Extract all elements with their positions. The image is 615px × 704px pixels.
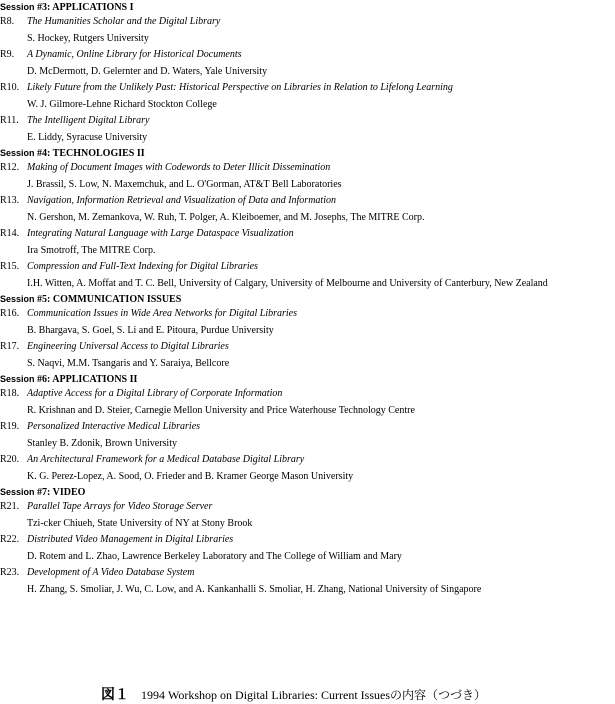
paper-authors: K. G. Perez-Lopez, A. Sood, O. Frieder and B. Kramer George Mason University bbox=[27, 471, 354, 482]
paper-authors: I.H. Witten, A. Moffat and T. C. Bell, University of Calgary, University of Melbourne and University of Canterbury, New Zealand bbox=[27, 278, 548, 289]
paper-entry bbox=[0, 113, 615, 146]
paper-entry bbox=[0, 419, 615, 452]
paper-number: R9. bbox=[0, 49, 15, 60]
session-prefix: Session bbox=[0, 294, 38, 304]
paper-entry bbox=[0, 160, 615, 193]
paper-number: R18. bbox=[0, 388, 20, 399]
paper-title: Personalized Interactive Medical Libraries bbox=[27, 421, 201, 432]
session-label: #4: TECHNOLOGIES II bbox=[37, 148, 145, 159]
paper-authors: S. Hockey, Rutgers University bbox=[27, 33, 149, 44]
session-section bbox=[0, 292, 615, 372]
paper-authors: J. Brassil, S. Low, N. Maxemchuk, and L. O'Gorman, AT&T Bell Laboratories bbox=[27, 179, 342, 190]
paper-title: Development of A Video Database System bbox=[27, 567, 195, 578]
paper-number: R14. bbox=[0, 228, 20, 239]
paper-number: R23. bbox=[0, 567, 20, 578]
paper-title: Integrating Natural Language with Large Dataspace Visualization bbox=[27, 228, 294, 239]
session-prefix: Session bbox=[0, 148, 38, 158]
paper-entry bbox=[0, 565, 615, 598]
paper-entry bbox=[0, 80, 615, 113]
paper-number: R8. bbox=[0, 16, 15, 27]
session-heading bbox=[0, 292, 615, 306]
paper-entry bbox=[0, 386, 615, 419]
paper-number: R13. bbox=[0, 195, 20, 206]
session-prefix: Session bbox=[0, 487, 38, 497]
paper-number: R22. bbox=[0, 534, 20, 545]
paper-authors: W. J. Gilmore-Lehne Richard Stockton College bbox=[27, 99, 217, 110]
paper-title: Making of Document Images with Codewords to Deter Illicit Dissemination bbox=[27, 162, 331, 173]
paper-entry bbox=[0, 306, 615, 339]
paper-authors: Stanley B. Zdonik, Brown University bbox=[27, 438, 177, 449]
paper-entry bbox=[0, 193, 615, 226]
session-section bbox=[0, 372, 615, 485]
paper-title: Communication Issues in Wide Area Networks for Digital Libraries bbox=[27, 308, 298, 319]
paper-entry bbox=[0, 14, 615, 47]
paper-entry bbox=[0, 452, 615, 485]
session-section bbox=[0, 146, 615, 292]
paper-authors: B. Bhargava, S. Goel, S. Li and E. Pitoura, Purdue University bbox=[27, 325, 274, 336]
paper-number: R11. bbox=[0, 115, 19, 126]
figure-number: 図１ bbox=[101, 688, 129, 703]
paper-title: Navigation, Information Retrieval and Visualization of Data and Information bbox=[27, 195, 336, 206]
paper-title: Compression and Full-Text Indexing for Digital Libraries bbox=[27, 261, 258, 272]
paper-number: R15. bbox=[0, 261, 20, 272]
paper-number: R12. bbox=[0, 162, 20, 173]
session-label: #6: APPLICATIONS II bbox=[37, 374, 138, 385]
session-section bbox=[0, 0, 615, 146]
paper-title: An Architectural Framework for a Medical Database Digital Library bbox=[27, 454, 305, 465]
session-heading bbox=[0, 146, 615, 160]
paper-entry bbox=[0, 339, 615, 372]
session-heading bbox=[0, 485, 615, 499]
paper-entry bbox=[0, 226, 615, 259]
session-label: #3: APPLICATIONS I bbox=[37, 2, 134, 13]
paper-number: R16. bbox=[0, 308, 20, 319]
paper-title: A Dynamic, Online Library for Historical Documents bbox=[27, 49, 242, 60]
paper-entry bbox=[0, 499, 615, 532]
paper-title: Engineering Universal Access to Digital Libraries bbox=[27, 341, 229, 352]
paper-number: R20. bbox=[0, 454, 20, 465]
paper-authors: N. Gershon, M. Zemankova, W. Ruh, T. Polger, A. Kleiboemer, and M. Josephs, The MITRE Corp. bbox=[27, 212, 425, 223]
session-heading bbox=[0, 0, 615, 14]
session-section bbox=[0, 485, 615, 598]
paper-title: Parallel Tape Arrays for Video Storage Server bbox=[27, 501, 213, 512]
paper-authors: D. Rotem and L. Zhao, Lawrence Berkeley Laboratory and The College of William and Mary bbox=[27, 551, 402, 562]
session-label: #7: VIDEO bbox=[37, 487, 86, 498]
paper-authors: D. McDermott, D. Gelernter and D. Waters, Yale University bbox=[27, 66, 268, 77]
caption-text: 1994 Workshop on Digital Libraries: Current Issuesの内容（つづき） bbox=[141, 688, 486, 702]
paper-authors: R. Krishnan and D. Steier, Carnegie Mellon University and Price Waterhouse Technology Centre bbox=[27, 405, 415, 416]
paper-title: Adaptive Access for a Digital Library of Corporate Information bbox=[27, 388, 283, 399]
session-prefix: Session bbox=[0, 2, 38, 12]
paper-authors: E. Liddy, Syracuse University bbox=[27, 132, 148, 143]
paper-authors: Ira Smotroff, The MITRE Corp. bbox=[27, 245, 156, 256]
paper-title: Likely Future from the Unlikely Past: Historical Perspective on Libraries in Relation to Lifelong Learning bbox=[27, 82, 453, 93]
paper-authors: Tzi-cker Chiueh, State University of NY at Stony Brook bbox=[27, 518, 253, 529]
paper-number: R17. bbox=[0, 341, 20, 352]
paper-title: The Intelligent Digital Library bbox=[27, 115, 150, 126]
figure-caption bbox=[101, 684, 601, 704]
paper-entry bbox=[0, 47, 615, 80]
session-label: #5: COMMUNICATION ISSUES bbox=[37, 294, 182, 305]
paper-entry bbox=[0, 532, 615, 565]
paper-authors: H. Zhang, S. Smoliar, J. Wu, C. Low, and A. Kankanhalli S. Smoliar, H. Zhang, National University of Singapore bbox=[27, 584, 482, 595]
paper-number: R21. bbox=[0, 501, 20, 512]
session-heading bbox=[0, 372, 615, 386]
paper-authors: S. Naqvi, M.M. Tsangaris and Y. Saraiya, Bellcore bbox=[27, 358, 230, 369]
paper-number: R19. bbox=[0, 421, 20, 432]
paper-number: R10. bbox=[0, 82, 20, 93]
paper-entry bbox=[0, 259, 615, 292]
paper-title: Distributed Video Management in Digital Libraries bbox=[27, 534, 234, 545]
session-prefix: Session bbox=[0, 374, 38, 384]
paper-title: The Humanities Scholar and the Digital Library bbox=[27, 16, 221, 27]
